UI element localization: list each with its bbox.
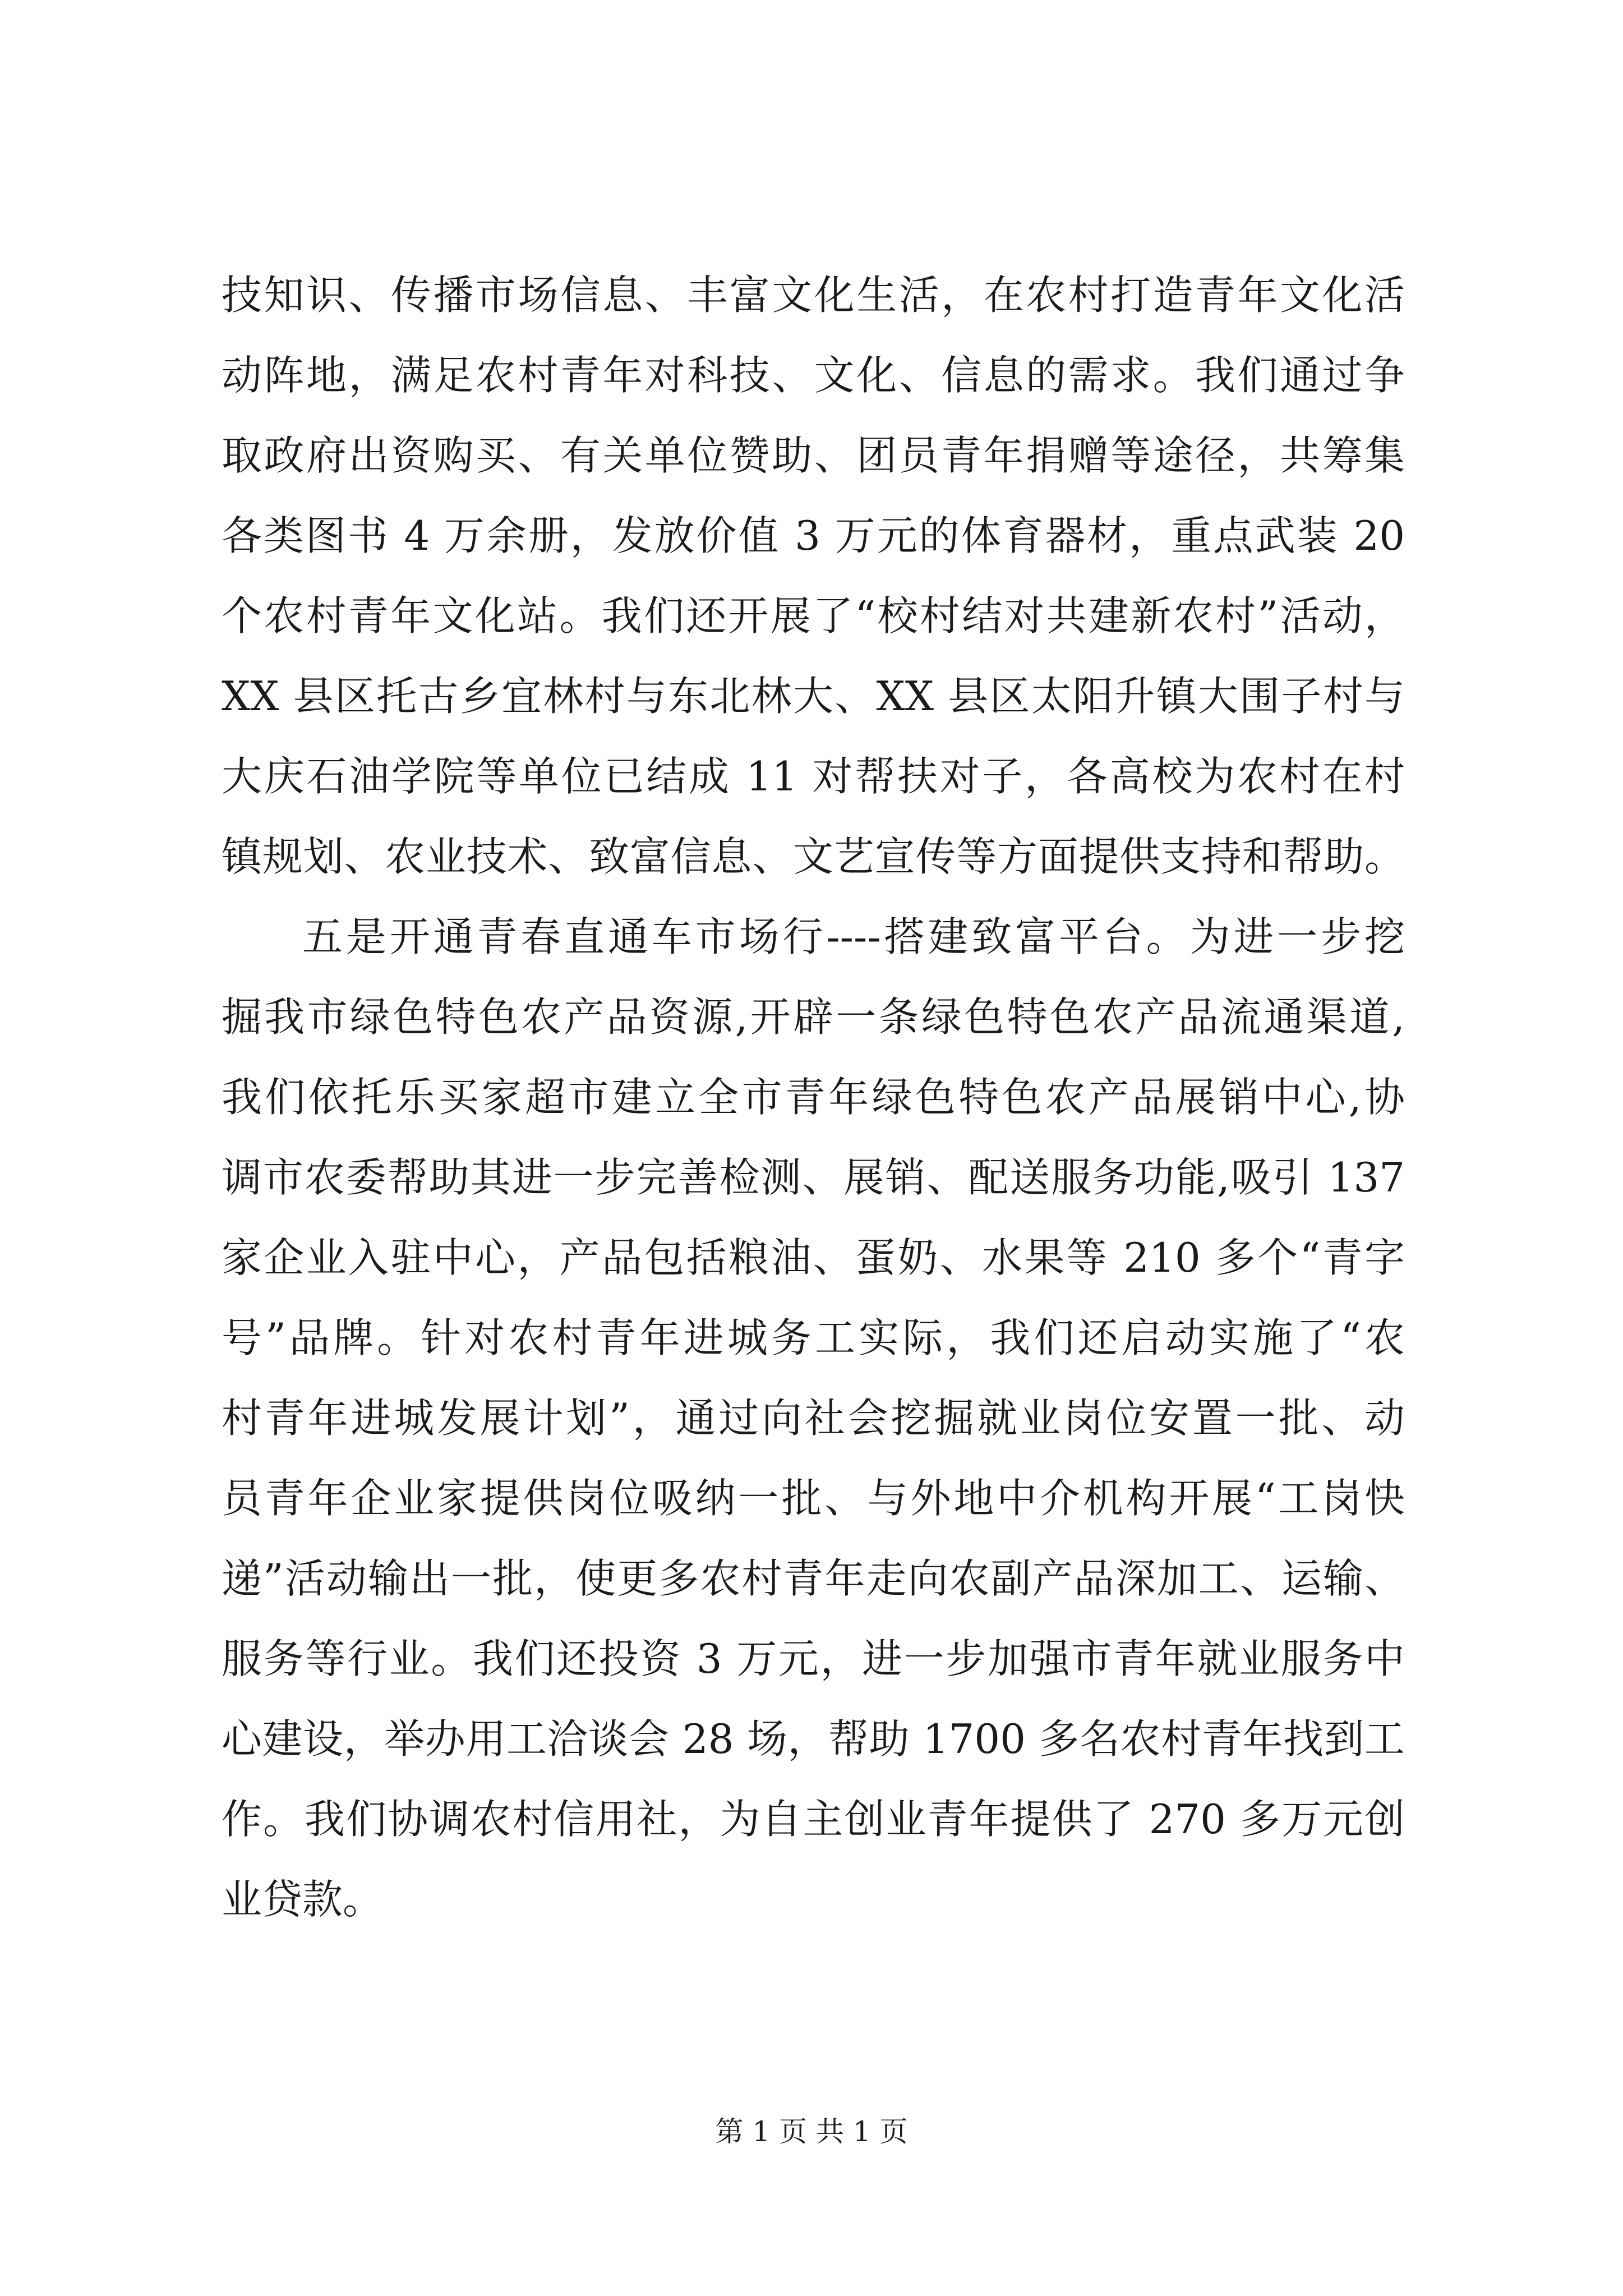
text-line: 村青年进城发展计划”，通过向社会挖掘就业岗位安置一批、动 <box>222 1395 1405 1442</box>
text-line: 号”品牌。针对农村青年进城务工实际，我们还启动实施了“农 <box>222 1314 1405 1361</box>
text-line: 个农村青年文化站。我们还开展了“校村结对共建新农村”活动， <box>222 592 1405 639</box>
text-line: 技知识、传播市场信息、丰富文化生活，在农村打造青年文化活 <box>222 272 1405 319</box>
page-number-footer: 第 1 页 共 1 页 <box>715 2115 908 2148</box>
text-line: 大庆石油学院等单位已结成 11 对帮扶对子，各高校为农村在村 <box>222 753 1405 800</box>
text-line: 动阵地，满足农村青年对科技、文化、信息的需求。我们通过争 <box>222 352 1405 399</box>
text-line: 取政府出资购买、有关单位赞助、团员青年捐赠等途径，共筹集 <box>222 432 1405 479</box>
text-line: 作。我们协调农村信用社，为自主创业青年提供了 270 多万元创 <box>222 1796 1405 1843</box>
text-line: 调市农委帮助其进一步完善检测、展销、配送服务功能,吸引 137 <box>222 1154 1405 1201</box>
text-line: 员青年企业家提供岗位吸纳一批、与外地中介机构开展“工岗快 <box>222 1475 1405 1522</box>
document-body <box>222 255 1405 1940</box>
text-line: 服务等行业。我们还投资 3 万元，进一步加强市青年就业服务中 <box>222 1635 1405 1682</box>
text-line: 镇规划、农业技术、致富信息、文艺宣传等方面提供支持和帮助。 <box>222 833 1405 880</box>
text-line: XX 县区托古乡宜林村与东北林大、XX 县区太阳升镇大围子村与 <box>222 673 1405 720</box>
text-line: 家企业入驻中心，产品包括粮油、蛋奶、水果等 210 多个“青字 <box>222 1234 1405 1281</box>
text-line: 递”活动输出一批，使更多农村青年走向农副产品深加工、运输、 <box>222 1555 1405 1602</box>
paragraph-start-line: 五是开通青春直通车市场行----搭建致富平台。为进一步挖 <box>302 913 1405 960</box>
paragraph-end-line: 业贷款。 <box>222 1876 384 1923</box>
text-line: 掘我市绿色特色农产品资源,开辟一条绿色特色农产品流通渠道, <box>222 993 1405 1041</box>
text-line: 心建设，举办用工洽谈会 28 场，帮助 1700 多名农村青年找到工 <box>222 1715 1405 1763</box>
text-line: 各类图书 4 万余册，发放价值 3 万元的体育器材，重点武装 20 <box>222 512 1405 559</box>
text-line: 我们依托乐买家超市建立全市青年绿色特色农产品展销中心,协 <box>222 1074 1405 1121</box>
